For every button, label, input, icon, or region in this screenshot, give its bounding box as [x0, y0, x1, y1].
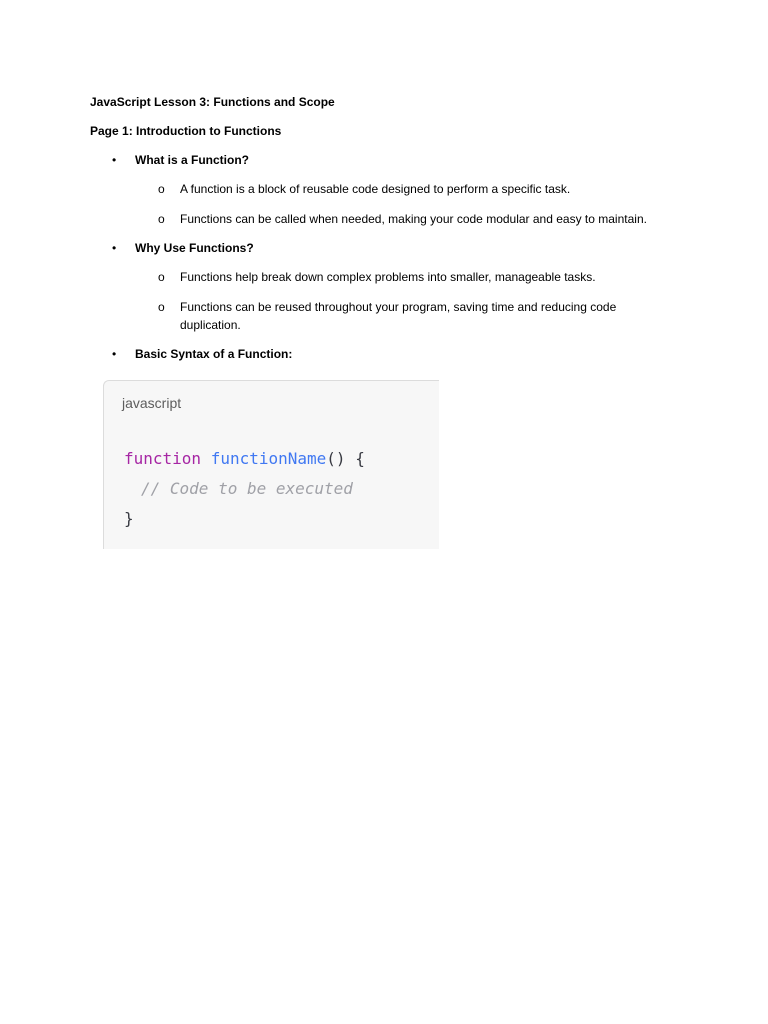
document-title: JavaScript Lesson 3: Functions and Scope — [90, 95, 335, 109]
section-heading: Why Use Functions? — [135, 241, 254, 255]
code-line-2 — [141, 479, 353, 499]
code-function-name: functionName — [210, 449, 327, 468]
list-item-text: Functions can be called when needed, making your code modular and easy to maintain. — [180, 212, 647, 226]
code-params: () { — [326, 449, 365, 468]
section-heading: Basic Syntax of a Function: — [135, 347, 293, 361]
sub-bullet-glyph: o — [158, 212, 165, 226]
bullet-glyph: • — [112, 241, 117, 255]
code-line-3 — [124, 509, 134, 529]
sub-bullet-glyph: o — [158, 182, 165, 196]
page-heading: Page 1: Introduction to Functions — [90, 124, 282, 138]
code-comment: // Code to be executed — [141, 479, 353, 498]
list-item-text: A function is a block of reusable code designed to perform a specific task. — [180, 182, 571, 196]
bullet-glyph: • — [112, 347, 117, 361]
code-block — [103, 380, 439, 549]
section-heading: What is a Function? — [135, 153, 249, 167]
list-item-text: Functions can be reused throughout your program, saving time and reducing code duplication. — [180, 300, 617, 332]
code-close-brace: } — [124, 509, 134, 528]
list-item-text: Functions help break down complex problems into smaller, manageable tasks. — [180, 270, 596, 284]
code-keyword: function — [124, 449, 202, 468]
sub-bullet-glyph: o — [158, 270, 165, 284]
bullet-glyph: • — [112, 153, 117, 167]
code-line-1 — [124, 449, 365, 469]
sub-bullet-glyph: o — [158, 300, 165, 314]
code-language-label: javascript — [122, 395, 182, 411]
